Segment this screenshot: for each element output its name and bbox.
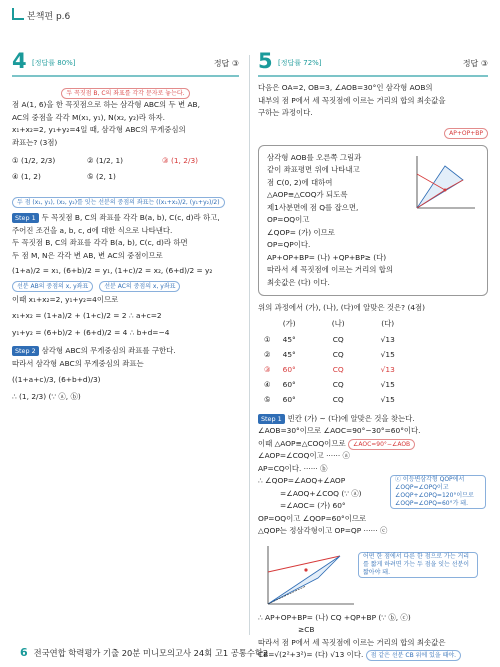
step-badge: Step 2 — [12, 346, 39, 356]
cell: CQ — [332, 334, 344, 344]
solution-line: =∠AOC= (가) 60° — [280, 501, 346, 510]
solution-line: 따라서 점 P에서 세 꼭짓점에 이르는 거리의 합의 최솟값은 — [258, 637, 446, 647]
problem-line: 구하는 과정이다. — [258, 108, 313, 117]
row-number: ⑤ — [264, 394, 271, 404]
cell: √13 — [380, 364, 395, 374]
correct-rate: [정답률 80%] — [32, 59, 76, 67]
coordinate-figure — [409, 152, 479, 214]
annotation-note: 두 점 (x₁, y₁), (x₂, y₂)를 잇는 선분의 중점의 좌표는 ((x₁+x₂)/2, (y₁+y₂)/2) — [12, 197, 225, 208]
path-figure — [258, 542, 358, 612]
question-5-solution — [258, 49, 488, 662]
step-text: 빈칸 (가) ~ (다)에 알맞은 것을 찾는다. — [287, 413, 415, 423]
cell: √13 — [380, 334, 395, 344]
column-header: (가) — [282, 318, 296, 328]
table-row — [258, 332, 401, 347]
solution-line: ∠AOP=∠COQ이고 ······ ⓐ — [258, 451, 350, 460]
cell: 60° — [282, 364, 296, 374]
option-3-correct: ③ (1, 2/3) — [162, 156, 199, 165]
question-4-solution — [12, 49, 239, 403]
problem-line: 점 A(1, 6)을 한 꼭짓점으로 하는 삼각형 ABC의 두 변 AB, — [12, 100, 200, 109]
cell: √15 — [380, 394, 395, 404]
solution-line: 이때 x₁+x₂=2, y₁+y₂=4이므로 — [12, 294, 119, 304]
cell: 60° — [282, 379, 296, 389]
annotation-note: 점 같은 선분 CB 위에 있을 때야. — [366, 650, 461, 661]
solution-line: 이때 △AOP≡△COQ이므로 — [258, 438, 346, 448]
equation: ((1+a+c)/3, (6+b+d)/3) — [12, 375, 101, 384]
correct-rate: [정답률 72%] — [278, 59, 322, 67]
table-row — [258, 377, 401, 392]
cell: 45° — [282, 349, 296, 359]
problem-line: AC의 중점을 각각 M(x₁, y₁), N(x₂, y₂)라 하자. — [12, 112, 165, 122]
proof-line: 같이 좌표평면 위에 나타내고 — [267, 165, 360, 174]
column-header: (다) — [381, 318, 395, 328]
proof-line: 삼각형 AOB를 오른쪽 그림과 — [267, 152, 362, 162]
step-badge: Step 1 — [12, 213, 39, 223]
answer-label: 정답 ③ — [462, 59, 488, 68]
problem-line: 다음은 OA=2, OB=3, ∠AOB=30°인 삼각형 AOB의 — [258, 83, 433, 92]
equation: y₁+y₂ = (6+b)/2 + (6+d)/2 = 4 ∴ b+d=−4 — [12, 327, 170, 337]
solution-line: ∴ ∠QOP=∠AOQ+∠AOP — [258, 476, 346, 485]
problem-line: 좌표는? (3점) — [12, 137, 58, 147]
step-text: 삼각형 ABC의 무게중심의 좌표를 구한다. — [41, 346, 176, 355]
cell: 60° — [282, 394, 296, 404]
proof-line: OP=OQ이고 — [267, 215, 310, 224]
options-table — [258, 315, 401, 407]
cell: CQ — [332, 364, 344, 374]
header-label: 본책편 p.6 — [27, 12, 71, 22]
table-row — [258, 392, 401, 407]
proof-line: △AOP≡△COQ가 되도록 — [267, 190, 348, 199]
cell: 45° — [282, 334, 296, 344]
table-row-correct — [258, 362, 401, 377]
annotation-note: ⓒ 이등변삼각형 QOP에서 ∠OQP=∠OPQ이고 ∠OQP+∠OPQ=120°이므로 ∠OQP=∠OPQ=60°가 돼. — [390, 475, 486, 509]
annotation-note: 두 꼭짓점 B, C의 좌표를 각각 문자로 놓는다. — [61, 88, 189, 99]
problem-line: x₁+x₂=2, y₁+y₂=4일 때, 삼각형 ABC의 무게중심의 — [12, 125, 186, 134]
proof-line: ∠QOP= (가) 이므로 — [267, 227, 335, 237]
equation: ∴ (1, 2/3) (∵ ⓐ, ⓑ) — [12, 391, 81, 401]
equation: (1+a)/2 = x₁, (6+b)/2 = y₁, (1+c)/2 = x₂, (6+d)/2 = y₂ — [12, 266, 213, 275]
equation: x₁+x₂ = (1+a)/2 + (1+c)/2 = 2 ∴ a+c=2 — [12, 311, 162, 320]
solution-line: OP=OQ이고 ∠QOP=60°이므로 — [258, 513, 367, 523]
solution-line: ∴ AP+OP+BP= (나) CQ +QP+BP (∵ ⓑ, ⓒ) — [258, 612, 411, 622]
options-list — [12, 153, 239, 185]
question-number: 4 — [12, 49, 27, 73]
proof-line: 최솟값은 (다) 이다. — [267, 277, 330, 287]
question-5-header — [258, 49, 488, 77]
question-4-header — [12, 49, 239, 77]
solution-line: △QOP는 정삼각형이고 OP=QP ······ ⓒ — [258, 526, 388, 535]
proof-line: 따라서 세 꼭짓점에 이르는 거리의 합의 — [267, 265, 393, 274]
proof-line: AP+OP+BP= (나) +QP+BP≥ (다) — [267, 252, 387, 262]
row-number: ① — [264, 334, 271, 344]
solution-line: 두 꼭짓점 B, C의 좌표를 각각 B(a, b), C(c, d)라 하면 — [12, 238, 188, 247]
proof-line: 점 C(0, 2)에 대하여 — [267, 177, 333, 187]
solution-line: CB=√(2²+3²)= (다) √13 이다. — [258, 650, 364, 659]
annotation-note: 어떤 한 점에서 다른 한 점으로 가는 거리를 짧게 하려면 가는 두 점을 잇는 선분이 짧아야 돼. — [358, 552, 478, 578]
proof-box — [258, 145, 488, 297]
solution-line: ≥CB — [298, 625, 315, 634]
question-number: 5 — [258, 49, 273, 73]
row-number: ④ — [264, 379, 271, 389]
page-footer — [20, 646, 268, 659]
solution-line: 주어진 조건을 a, b, c, d에 대한 식으로 나타낸다. — [12, 225, 173, 235]
annotation-note: 선분 AB의 중점의 x, y좌표 — [12, 281, 93, 292]
row-number: ③ — [264, 364, 271, 374]
annotation-note: 선분 AC의 중점의 x, y좌표 — [99, 281, 180, 292]
cell: CQ — [332, 394, 344, 404]
pencil-icon — [12, 8, 24, 20]
proof-line: OP=QP이다. — [267, 240, 311, 249]
column-header: (나) — [331, 318, 345, 328]
cell: CQ — [332, 349, 344, 359]
column-divider — [249, 55, 250, 635]
solution-line: 따라서 삼각형 ABC의 무게중심의 좌표는 — [12, 358, 144, 368]
annotation-note: ∠AOC=90°−∠AOB — [348, 439, 415, 450]
table-header-row — [258, 315, 401, 332]
problem-line: 내부의 점 P에서 세 꼭짓점에 이르는 거리의 합의 최솟값을 — [258, 95, 446, 105]
option-4: ④ (1, 2) — [12, 172, 41, 181]
cell: √15 — [380, 349, 395, 359]
solution-line: ∠AOB=30°이므로 ∠AOC=90°−30°=60°이다. — [258, 426, 421, 435]
row-number: ② — [264, 349, 271, 359]
option-1: ① (1/2, 2/3) — [12, 156, 56, 165]
solution-line: 두 점 M, N은 각각 변 AB, 변 AC의 중점이므로 — [12, 250, 163, 260]
annotation-note: AP+OP+BP — [444, 128, 488, 139]
option-5: ⑤ (2, 1) — [87, 172, 116, 181]
option-2: ② (1/2, 1) — [87, 156, 124, 165]
question-line: 위의 과정에서 (가), (나), (다)에 알맞은 것은? (4점) — [258, 303, 426, 312]
solution-line: =∠AOQ+∠COQ (∵ ⓐ) — [280, 488, 362, 498]
step-text: 두 꼭짓점 B, C의 좌표를 각각 B(a, b), C(c, d)라 하고, — [41, 213, 220, 222]
page-number: 6 — [20, 646, 28, 659]
answer-label: 정답 ③ — [213, 59, 239, 68]
cell: √15 — [380, 379, 395, 389]
solution-line: AP=CQ이다. ······ ⓑ — [258, 463, 328, 473]
step-badge: Step 1 — [258, 414, 285, 424]
proof-line: 제1사분면에 점 Q를 잡으면, — [267, 202, 359, 212]
page-header — [12, 8, 70, 22]
cell: CQ — [332, 379, 344, 389]
table-row — [258, 347, 401, 362]
footer-text: 전국연합 학력평가 기출 20분 미니모의고사 24회 고1 공통수학2 — [33, 648, 269, 658]
